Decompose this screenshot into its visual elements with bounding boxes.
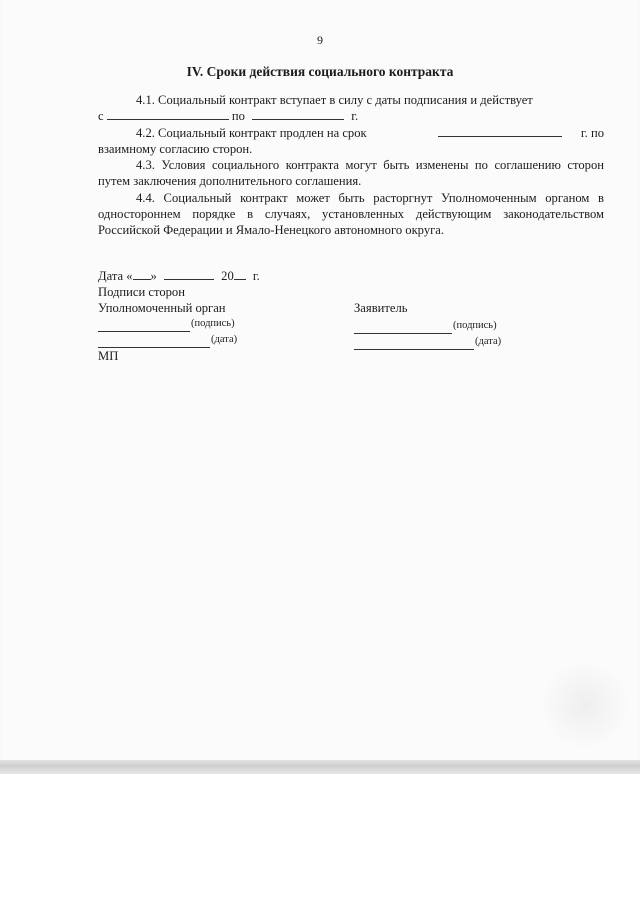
left-signature-block xyxy=(98,268,260,364)
signatures-heading: Подписи сторон xyxy=(98,285,185,299)
left-signature-blank xyxy=(98,321,190,332)
day-blank xyxy=(133,268,151,280)
date-quote-close: » xyxy=(150,269,157,283)
left-date-blank xyxy=(98,337,210,348)
right-signature-block xyxy=(354,300,501,350)
right-date-line xyxy=(354,334,501,350)
month-blank xyxy=(164,268,214,280)
right-signature-blank xyxy=(354,323,452,334)
clause-4-4: 4.4. Социальный контракт может быть расторгнут Уполномоченным органом в одностороннем порядке в случаях, установленных действующим законодательством Российской Федерации и Ямало-Ненецкого автономного округа. xyxy=(98,190,604,238)
right-signature-line xyxy=(354,318,501,334)
right-signature-caption: (подпись) xyxy=(453,320,497,331)
scan-page-edge xyxy=(0,760,640,774)
extension-term-blank xyxy=(438,125,562,137)
clause-4-2-text: 4.2. Социальный контракт продлен на срок xyxy=(136,125,367,140)
date-label: Дата « xyxy=(98,269,133,283)
scan-smudge xyxy=(540,660,630,750)
left-signature-line xyxy=(98,316,260,332)
clause-4-3: 4.3. Условия социального контракта могут быть изменены по соглашению сторон путем заключения дополнительного соглашения. xyxy=(98,158,604,189)
clauses-body xyxy=(98,92,604,239)
left-date-line xyxy=(98,332,260,348)
year-blank xyxy=(234,268,246,280)
clause-4-1-year-label: г. xyxy=(351,109,359,124)
clause-4-1: 4.1. Социальный контракт вступает в силу с даты подписания и действует xyxy=(136,93,533,107)
page-number: 9 xyxy=(317,33,323,47)
stamp-label: МП xyxy=(98,349,119,363)
left-signature-caption: (подпись) xyxy=(191,318,235,329)
clause-4-2-year-label: г. по xyxy=(580,125,604,140)
clause-4-1-from-label: с xyxy=(98,109,104,124)
right-date-blank xyxy=(354,339,474,350)
clause-4-1-to-label: по xyxy=(231,109,245,124)
clause-4-2-continuation: взаимному согласию сторон. xyxy=(98,141,253,156)
start-date-blank xyxy=(107,108,229,120)
right-date-caption: (дата) xyxy=(475,336,502,347)
end-date-blank xyxy=(252,108,344,120)
left-party-label: Уполномоченный орган xyxy=(98,301,226,315)
year-suffix: г. xyxy=(252,269,260,283)
left-date-caption: (дата) xyxy=(211,334,238,345)
clause-4-1-dates xyxy=(98,108,604,124)
date-line xyxy=(98,268,260,284)
section-title: IV. Сроки действия социального контракта xyxy=(186,64,454,79)
right-party-label: Заявитель xyxy=(354,301,408,315)
year-prefix: 20 xyxy=(221,269,234,283)
clause-4-2 xyxy=(98,125,604,141)
